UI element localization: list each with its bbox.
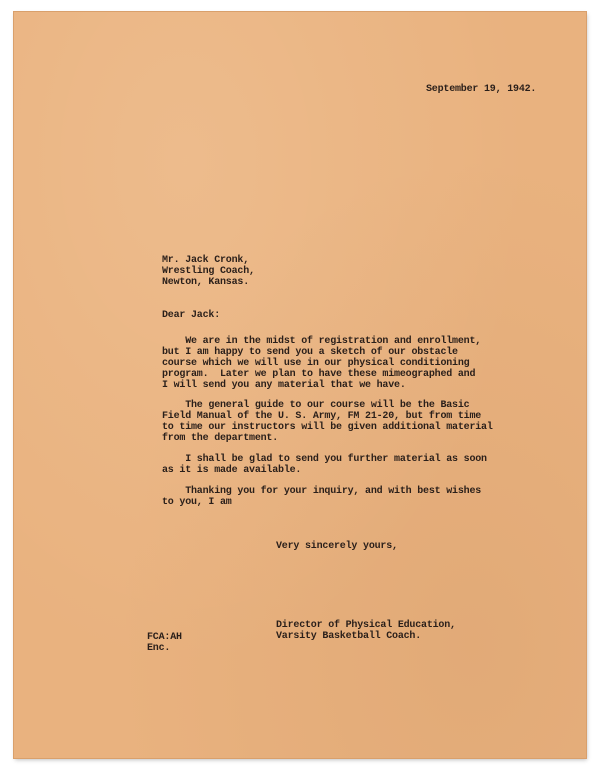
recipient-line: Wrestling Coach, xyxy=(162,266,255,277)
body-paragraph-1 xyxy=(162,336,481,391)
paragraph-line: We are in the midst of registration and enrollment, xyxy=(162,336,482,347)
letter-date: September 19, 1942. xyxy=(426,84,537,95)
reference-line: Enc. xyxy=(147,643,171,654)
body-paragraph-2 xyxy=(162,400,493,444)
reference-initials xyxy=(147,632,182,654)
salutation: Dear Jack: xyxy=(162,310,221,321)
paragraph-line: I will send you any material that we have. xyxy=(162,380,406,391)
body-paragraph-4 xyxy=(162,486,481,508)
signature-line: Varsity Basketball Coach. xyxy=(276,631,422,642)
recipient-line: Mr. Jack Cronk, xyxy=(162,255,250,266)
letter-page xyxy=(14,12,586,758)
paragraph-line: course which we will use in our physical conditioning xyxy=(162,358,470,369)
paragraph-line: as it is made available. xyxy=(162,465,302,476)
paragraph-line: but I am happy to send you a sketch of our obstacle xyxy=(162,347,458,358)
paragraph-line: The general guide to our course will be the Basic xyxy=(162,400,470,411)
paragraph-line: Field Manual of the U. S. Army, FM 21-20, but from time xyxy=(162,411,482,422)
signature-block xyxy=(276,620,456,642)
paragraph-line: from the department. xyxy=(162,433,279,444)
recipient-address xyxy=(162,255,255,288)
body-paragraph-3 xyxy=(162,454,487,476)
reference-line: FCA:AH xyxy=(147,632,182,643)
paragraph-line: to time our instructors will be given additional material xyxy=(162,422,493,433)
paragraph-line: to you, I am xyxy=(162,497,232,508)
recipient-line: Newton, Kansas. xyxy=(162,277,250,288)
signature-line: Director of Physical Education, xyxy=(276,620,456,631)
paragraph-line: program. Later we plan to have these mimeographed and xyxy=(162,369,476,380)
paragraph-line: I shall be glad to send you further material as soon xyxy=(162,454,487,465)
closing: Very sincerely yours, xyxy=(276,541,398,552)
paragraph-line: Thanking you for your inquiry, and with best wishes xyxy=(162,486,482,497)
